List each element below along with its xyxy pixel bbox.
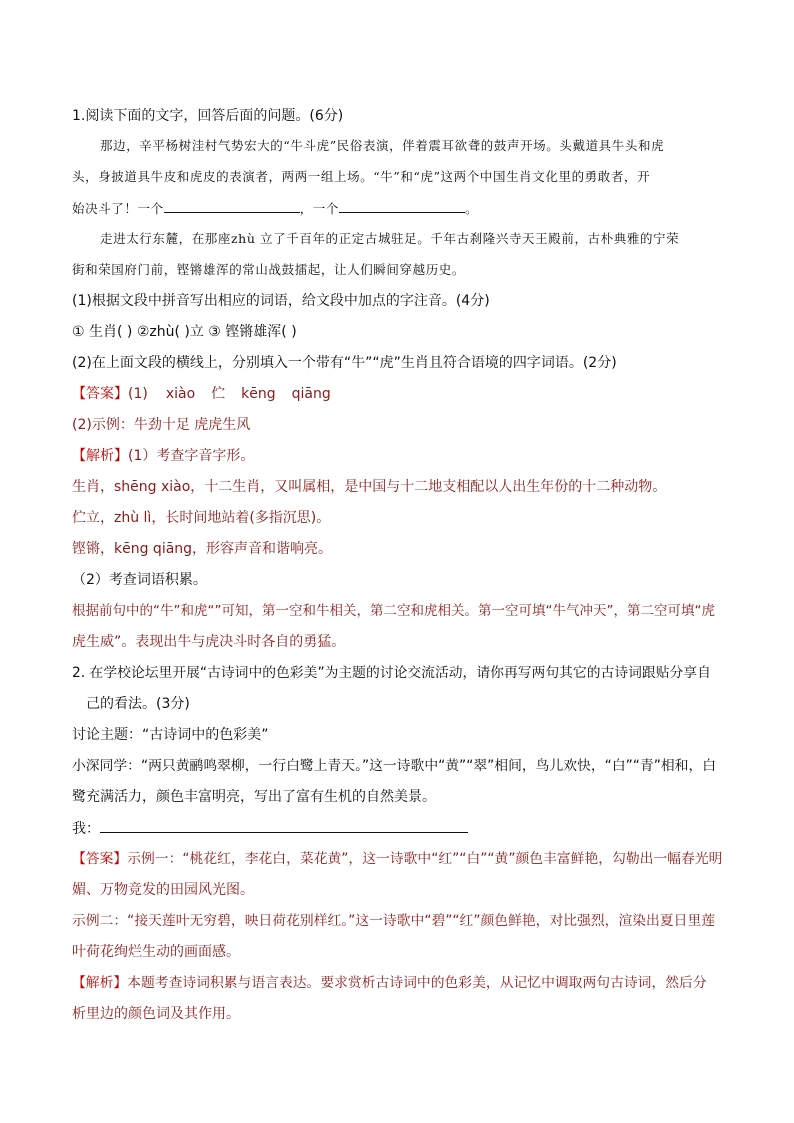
passage-text: ，一个 [299, 201, 340, 216]
analysis-line: 生肖，shēng xiào，十二生肖，又叫属相，是中国与十二地支相配以人出生年份的十二种动物。 [72, 479, 667, 495]
answer-line1: 示例一：“桃花红，李花白，菜花黄”，这一诗歌中“红”“白”“黄”颜色丰富鲜艳，勾勒出一幅春光明 [127, 851, 723, 867]
q2-answer-line3: 示例二：“接天莲叶无穷碧，映日荷花别样红。”这一诗歌中“碧”“红”颜色鲜艳，对比强烈，渲染出夏日里莲 [72, 913, 716, 929]
analysis-part2-line1: 根据前句中的“牛”和虎“”可知，第一空和牛相关，第二空和虎相关。第一空可填“牛气冲天”，第二空可填“虎 [72, 603, 715, 619]
q2-title-line2: 己的看法。(3分) [86, 696, 190, 712]
q1-title: 1.阅读下面的文字，回答后面的问题。(6分) [72, 108, 344, 124]
passage-p1-line1: 那边，辛平杨树洼村气势宏大的“牛斗虎”民俗表演，伴着震耳欲聋的鼓声开场。头戴道具牛头和虎 [100, 138, 665, 153]
q1-sub2: (2)在上面文段的横线上，分别填入一个带有“牛”“虎”生肖且符合语境的四字词语。(2分) [72, 355, 617, 371]
analysis-part2-line2: 虎生威”。表现出牛与虎决斗时各自的勇猛。 [72, 634, 346, 650]
q1-sub1: (1)根据文段中拼音写出相应的词语，给文段中加点的字注音。(4分) [72, 293, 490, 309]
q1-answer [72, 384, 347, 404]
passage-text: 始决斗了！一个 [72, 201, 164, 216]
q2-me-line [72, 818, 468, 839]
answer-part1: (1) [128, 386, 148, 402]
answer-blank[interactable] [100, 818, 468, 833]
q2-topic: 讨论主题：“古诗词中的色彩美” [72, 727, 269, 743]
q2-analysis [72, 973, 707, 993]
q2-answer [72, 849, 722, 869]
fill-blank-1[interactable] [164, 198, 300, 213]
passage-p2-line2: 街和荣国府门前，铿锵雄浑的常山战鼓擂起，让人们瞬间穿越历史。 [72, 262, 466, 277]
me-label: 我： [72, 821, 100, 837]
passage-p2-line1: 走进太行东麓，在那座zhù 立了千百年的正定古城驻足。千年古刹隆兴寺天王殿前，古朴典雅的宁荣 [100, 231, 680, 246]
analysis-label: 【解析】 [72, 448, 128, 464]
q2-student-line1: 小深同学：“两只黄鹂鸣翠柳，一行白鹭上青天。”这一诗歌中“黄”“翠”相间，鸟儿欢快，“白”“青”相和，白 [72, 758, 717, 774]
fill-blank-2[interactable] [339, 198, 465, 213]
analysis-part2: （2）考查词语积累。 [72, 572, 207, 588]
answer-label: 【答案】 [72, 386, 128, 402]
q2-answer-line2: 媚、万物竞发的田园风光图。 [72, 882, 254, 898]
passage-text: 。 [465, 201, 479, 216]
analysis-line: 伫立，zhù lì，长时间地站着(多指沉思)。 [72, 510, 331, 526]
answer-character: 伫 [211, 386, 226, 402]
q1-sub1-items: ① 生肖( ) ②zhù( )立 ③ 铿锵雄浑( ) [72, 324, 297, 340]
q2-analysis-line2: 析里边的颜色词及其作用。 [72, 1006, 240, 1022]
answer-pinyin: kēng [241, 386, 276, 402]
passage-p1-line2: 头，身披道具牛皮和虎皮的表演者，两两一组上场。“牛”和“虎”这两个中国生肖文化里的勇敢者，开 [72, 169, 651, 184]
analysis-label: 【解析】 [72, 975, 128, 991]
analysis-line1: 本题考查诗词积累与语言表达。要求赏析古诗词中的色彩美，从记忆中调取两句古诗词，然后分 [127, 975, 707, 991]
q2-title-line1: 2. 在学校论坛里开展“古诗词中的色彩美”为主题的讨论交流活动，请你再写两句其它的古诗词跟贴分享自 [72, 665, 711, 681]
answer-pinyin: qiāng [291, 386, 331, 402]
answer-label: 【答案】 [72, 851, 128, 867]
analysis-line: 铿锵，kēng qiāng，形容声音和谐响亮。 [72, 541, 333, 557]
q2-answer-line4: 叶荷花绚烂生动的画面感。 [72, 944, 240, 960]
analysis-intro: (1）考查字音字形。 [128, 448, 255, 464]
q2-student-line2: 鹭充满活力，颜色丰富明亮，写出了富有生机的自然美景。 [72, 789, 436, 805]
answer-pinyin: xiào [165, 386, 196, 402]
passage-p1-line3 [72, 198, 478, 219]
q1-analysis [72, 446, 254, 466]
q1-answer-part2: (2)示例：牛劲十足 虎虎生风 [72, 417, 251, 433]
